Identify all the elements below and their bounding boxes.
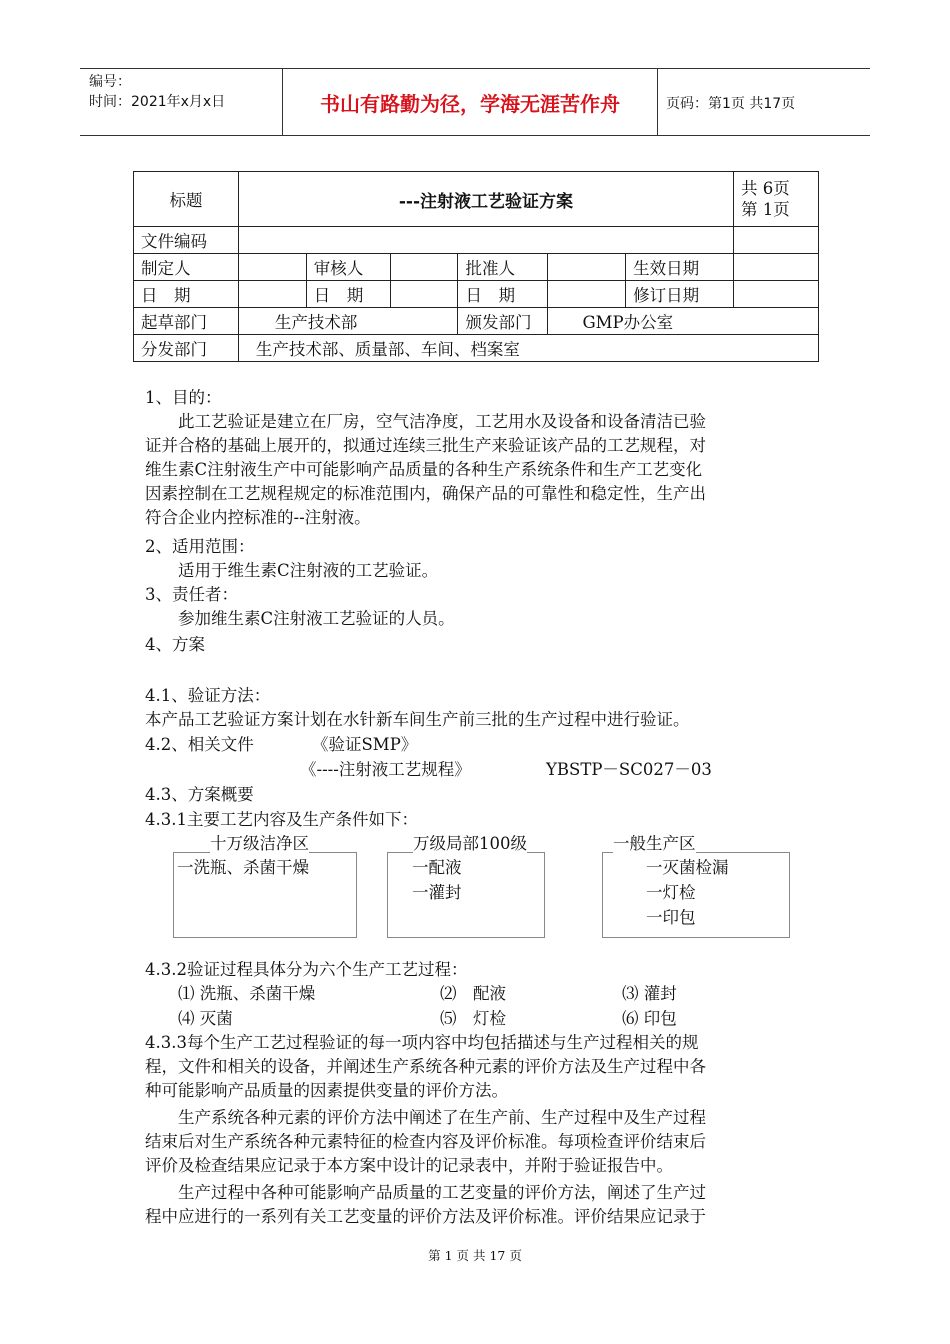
process-item: ⑶ 灌封	[622, 984, 677, 1003]
distribution-label: 分发部门	[134, 335, 239, 362]
document-info-table	[133, 171, 819, 362]
doc-code-label: 文件编码	[134, 227, 239, 254]
section-4-heading: 4、方案	[145, 635, 205, 654]
approver-label: 批准人	[458, 254, 548, 281]
doc-code-value	[238, 227, 733, 254]
draft-dept-value: 生产技术部	[238, 308, 458, 335]
zone-item: 一灌封	[412, 883, 462, 902]
zone-item: 一印包	[646, 908, 696, 927]
page-count-cell	[734, 172, 819, 227]
process-item: ⑹ 印包	[622, 1009, 677, 1028]
date-label: 日 期	[458, 281, 548, 308]
header-divider	[657, 69, 658, 135]
section-4-3-3-line: 程，文件和相关的设备，并阐述生产系统各种元素的评价方法及生产过程中各	[145, 1057, 706, 1076]
drafter-label: 制定人	[134, 254, 239, 281]
reviewer-value	[390, 254, 458, 281]
section-3-text: 参加维生素C注射液工艺验证的人员。	[145, 609, 455, 628]
paragraph-line: 结束后对生产系统各种元素特征的检查内容及评价标准。每项检查评价结束后	[145, 1132, 706, 1151]
related-doc-smp: 《验证SMP》	[312, 735, 418, 754]
section-1-line: 因素控制在工艺规程规定的标准范围内，确保产品的可靠性和稳定性，生产出	[145, 484, 706, 503]
current-page: 第 1页	[741, 200, 790, 219]
date-value	[548, 281, 626, 308]
zone-title: 十万级洁净区	[210, 832, 309, 856]
date-label: 日 期	[306, 281, 390, 308]
section-4-3-3-line: 4.3.3每个生产工艺过程验证的每一项内容中均包括描述与生产过程相关的规	[145, 1033, 699, 1052]
section-1-line: 符合企业内控标准的--注射液。	[145, 508, 371, 527]
zone-box-10k	[387, 852, 545, 938]
section-4-1-heading: 4.1、验证方法：	[145, 686, 271, 705]
section-4-2-label: 4.2、相关文件	[145, 735, 254, 754]
section-4-3-2-heading: 4.3.2验证过程具体分为六个生产工艺过程：	[145, 960, 468, 979]
page-footer: 第 1 页 共 17 页	[428, 1248, 522, 1263]
header-motto: 书山有路勤为径，学海无涯苦作舟	[320, 92, 620, 116]
date-value	[390, 281, 458, 308]
process-item: ⑸ 灯检	[440, 1009, 506, 1028]
process-item: ⑴ 洗瓶、杀菌干燥	[178, 984, 316, 1003]
zone-title: 万级局部100级	[413, 832, 527, 856]
section-4-3-1-heading: 4.3.1主要工艺内容及生产条件如下：	[145, 810, 418, 829]
section-1-line: 此工艺验证是建立在厂房，空气洁净度，工艺用水及设备和设备清洁已验	[145, 412, 706, 431]
doc-code-extra	[734, 227, 819, 254]
revision-date-value	[734, 281, 819, 308]
page-header	[80, 68, 870, 136]
section-1-line: 维生素C注射液生产中可能影响产品质量的各种生产系统条件和生产工艺变化	[145, 460, 703, 479]
total-pages: 共 6页	[741, 179, 790, 198]
section-2-heading: 2、适用范围：	[145, 537, 255, 556]
section-3-heading: 3、责任者：	[145, 585, 238, 604]
time-label: 时间：2021年x月x日	[89, 94, 226, 110]
section-1-line: 证并合格的基础上展开的，拟通过连续三批生产来验证该产品的工艺规程，对	[145, 436, 706, 455]
date-label: 日 期	[134, 281, 239, 308]
section-4-3-heading: 4.3、方案概要	[145, 785, 254, 804]
number-label: 编号：	[89, 74, 131, 90]
reviewer-label: 审核人	[306, 254, 390, 281]
approver-value	[548, 254, 626, 281]
zone-item: 一灭菌检漏	[646, 858, 729, 877]
distribution-value: 生产技术部、质量部、车间、档案室	[238, 335, 818, 362]
section-4-3-3-line: 种可能影响产品质量的因素提供变量的评价方法。	[145, 1081, 508, 1100]
effective-date-value	[734, 254, 819, 281]
issue-dept-value: GMP办公室	[548, 308, 819, 335]
zone-item: 一灯检	[646, 883, 696, 902]
zone-item: 一洗瓶、杀菌干燥	[177, 858, 309, 877]
effective-date-label: 生效日期	[626, 254, 734, 281]
date-value	[238, 281, 306, 308]
drafter-value	[238, 254, 306, 281]
document-title: ---注射液工艺验证方案	[238, 172, 733, 227]
process-item: ⑵ 配液	[440, 984, 506, 1003]
section-1-heading: 1、目的：	[145, 388, 222, 407]
process-item: ⑷ 灭菌	[178, 1009, 233, 1028]
zone-title: 一般生产区	[613, 832, 696, 856]
zone-item: 一配液	[412, 858, 462, 877]
issue-dept-label: 颁发部门	[458, 308, 548, 335]
revision-date-label: 修订日期	[626, 281, 734, 308]
paragraph-line: 评价及检查结果应记录于本方案中设计的记录表中，并附于验证报告中。	[145, 1156, 673, 1175]
header-meta	[80, 69, 282, 135]
related-doc-code: YBSTP－SC027－03	[546, 760, 712, 779]
draft-dept-label: 起草部门	[134, 308, 239, 335]
title-label: 标题	[134, 172, 239, 227]
paragraph-line: 程中应进行的一系列有关工艺变量的评价方法及评价标准。评价结果应记录于	[145, 1207, 706, 1226]
related-doc-procedure: 《----注射液工艺规程》	[300, 760, 471, 779]
section-2-text: 适用于维生素C注射液的工艺验证。	[145, 561, 439, 580]
section-4-1-text: 本产品工艺验证方案计划在水针新车间生产前三批的生产过程中进行验证。	[145, 710, 690, 729]
paragraph-line: 生产系统各种元素的评价方法中阐述了在生产前、生产过程中及生产过程	[145, 1108, 706, 1127]
header-page-info: 页码：第1页 共17页	[666, 96, 796, 112]
paragraph-line: 生产过程中各种可能影响产品质量的工艺变量的评价方法，阐述了生产过	[145, 1183, 706, 1202]
